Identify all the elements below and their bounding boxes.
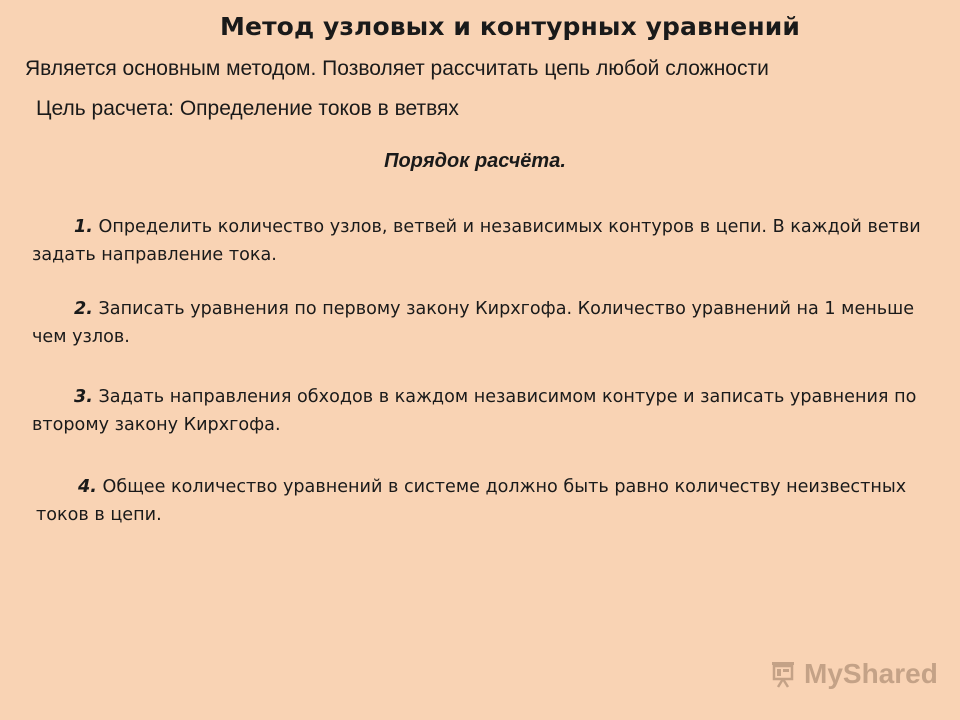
order-heading: Порядок расчёта. xyxy=(384,150,566,172)
step-number: 1. xyxy=(74,217,93,237)
goal-text: Цель расчета: Определение токов в ветвях xyxy=(36,97,459,120)
step-text: Общее количество уравнений в системе должно быть равно количеству неизвестных токов в цепи. xyxy=(36,477,907,525)
slide-title: Метод узловых и контурных уравнений xyxy=(220,12,800,41)
intro-text: Является основным методом. Позволяет рассчитать цепь любой сложности xyxy=(25,57,769,80)
step-item xyxy=(36,473,936,529)
step-text: Задать направления обходов в каждом независимом контуре и записать уравнения по второму закону Кирхгофа. xyxy=(32,387,917,435)
presentation-screen-icon xyxy=(768,659,798,689)
watermark-logo xyxy=(768,658,938,690)
step-number: 3. xyxy=(74,387,93,407)
step-item xyxy=(32,383,932,439)
step-item xyxy=(32,213,932,269)
watermark-text: MyShared xyxy=(804,658,938,689)
step-number: 2. xyxy=(74,299,93,319)
step-item xyxy=(32,295,932,351)
step-text: Записать уравнения по первому закону Кирхгофа. Количество уравнений на 1 меньше чем узлов. xyxy=(32,299,915,347)
step-number: 4. xyxy=(78,477,97,497)
step-text: Определить количество узлов, ветвей и независимых контуров в цепи. В каждой ветви задать направление тока. xyxy=(32,217,921,265)
